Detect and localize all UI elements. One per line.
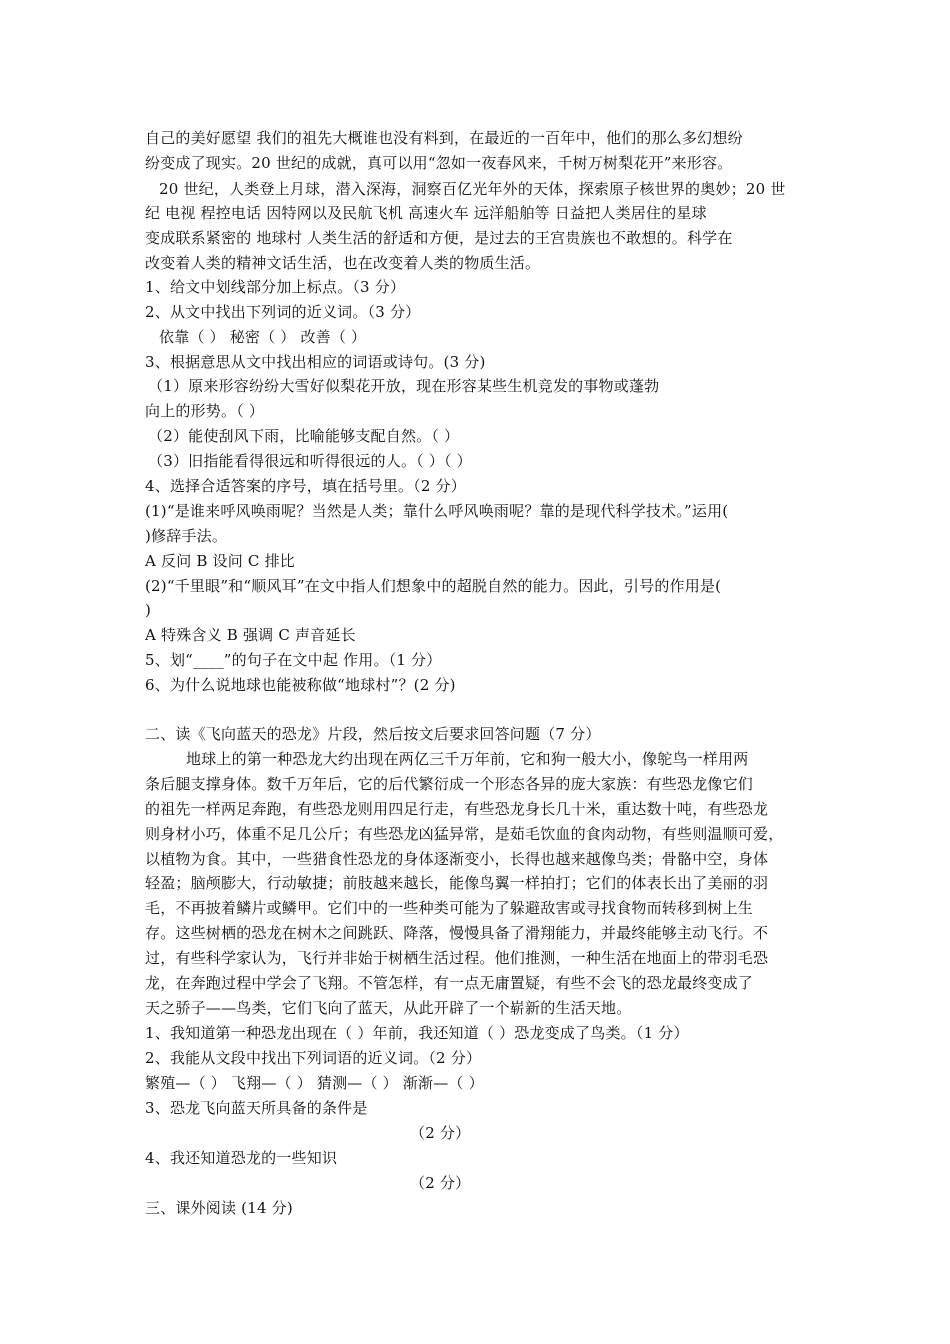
paragraph-line: 过，有些科学家认为，飞行并非始于树栖生活过程。他们推测，一种生活在地面上的带羽毛恐 <box>145 949 769 967</box>
paragraph-line: 轻盈；脑颅膨大，行动敏捷；前肢越来越长，能像鸟翼一样拍打；它们的体表长出了美丽的羽 <box>145 874 769 892</box>
s2-question-1: 1、我知道第一种恐龙出现在（ ）年前，我还知道（ ）恐龙变成了鸟类。（1 分） <box>145 1024 689 1042</box>
paragraph-line: 纪 电视 程控电话 因特网以及民航飞机 高速火车 远洋船舶等 日益把人类居住的星球 <box>145 204 707 222</box>
paragraph-line: 自己的美好愿望 我们的祖先大概谁也没有料到，在最近的一百年中，他们的那么多幻想纷 <box>145 129 743 147</box>
question-3-1b: 向上的形势。（ ） <box>145 402 265 420</box>
paragraph-line: 20 世纪，人类登上月球，潜入深海，洞察百亿光年外的天体，探索原子核世界的奥妙；20 世 <box>159 180 786 198</box>
s2-question-4: 4、我还知道恐龙的一些知识 <box>145 1149 338 1167</box>
question-4-2b: ) <box>145 601 152 619</box>
s2-question-2: 2、我能从文段中找出下列词语的近义词。（2 分） <box>145 1049 482 1067</box>
section-3-heading: 三、课外阅读 (14 分) <box>145 1199 293 1217</box>
paragraph-line: 以植物为食。其中，一些猎食性恐龙的身体逐渐变小，长得也越来越像鸟类；骨骼中空，身体 <box>145 850 769 868</box>
question-4-2a: (2)“千里眼”和“顺风耳”在文中指人们想象中的超脱自然的能力。因此，引号的作用是( <box>145 577 722 595</box>
question-4-1b: )修辞手法。 <box>145 527 228 545</box>
section-2-heading: 二、读《飞向蓝天的恐龙》片段，然后按文后要求回答问题（7 分） <box>145 725 601 743</box>
question-1: 1、给文中划线部分加上标点。（3 分） <box>145 278 406 296</box>
question-6: 6、为什么说地球也能被称做“地球村”？(2 分) <box>145 676 456 694</box>
question-2: 2、从文中找出下列词的近义词。（3 分） <box>145 303 421 321</box>
question-4: 4、选择合适答案的序号，填在括号里。（2 分） <box>145 477 466 495</box>
paragraph-line: 变成联系紧密的 地球村 人类生活的舒适和方便，是过去的王宫贵族也不敢想的。科学在 <box>145 229 733 247</box>
question-3-1a: （1）原来形容纷纷大雪好似梨花开放，现在形容某些生机竞发的事物或蓬勃 <box>148 377 660 395</box>
question-2-items: 依靠（ ） 秘密（ ） 改善（ ） <box>159 328 367 346</box>
s2-question-2-items: 繁殖—（ ） 飞翔—（ ） 猜测—（ ） 渐渐—（ ） <box>145 1074 484 1092</box>
paragraph-line: 的祖先一样两足奔跑，有些恐龙则用四足行走，有些恐龙身长几十米，重达数十吨，有些恐龙 <box>145 800 769 818</box>
paragraph-line: 则身材小巧，体重不足几公斤；有些恐龙凶猛异常，是茹毛饮血的食肉动物，有些则温顺可爱， <box>145 825 784 843</box>
question-3-3: （3）旧指能看得很远和听得很远的人。（ ）（ ） <box>148 452 472 470</box>
paragraph-line: 改变着人类的精神文话生活，也在改变着人类的物质生活。 <box>145 254 541 272</box>
question-4-2-options: A 特殊含义 B 强调 C 声音延长 <box>145 626 356 644</box>
paragraph-line: 龙，在奔跑过程中学会了飞翔。不管怎样，有一点无庸置疑，有些不会飞的恐龙最终变成了 <box>145 974 754 992</box>
paragraph-line: 纷变成了现实。20 世纪的成就，真可以用“忽如一夜春风来，千树万树梨花开”来形容。 <box>145 154 733 172</box>
question-4-1a: (1)“是谁来呼风唤雨呢？当然是人类；靠什么呼风唤雨呢？靠的是现代科学技术。”运用( <box>145 502 729 520</box>
question-5: 5、划“____”的句子在文中起 作用。（1 分） <box>145 651 442 669</box>
question-4-1-options: A 反问 B 设问 C 排比 <box>145 552 295 570</box>
paragraph-line: 毛，不再披着鳞片或鳞甲。它们中的一些种类可能为了躲避敌害或寻找食物而转移到树上生 <box>145 899 754 917</box>
paragraph-line: 天之骄子——鸟类，它们飞向了蓝天，从此开辟了一个崭新的生活天地。 <box>145 999 632 1017</box>
question-3: 3、根据意思从文中找出相应的词语或诗句。(3 分) <box>145 353 486 371</box>
s2-question-3: 3、恐龙飞向蓝天所具备的条件是 <box>145 1099 368 1117</box>
question-3-2: （2）能使刮风下雨，比喻能够支配自然。（ ） <box>148 427 460 445</box>
paragraph-line: 条后腿支撑身体。数千万年后，它的后代繁衍成一个形态各异的庞大家族：有些恐龙像它们 <box>145 775 754 793</box>
s2-question-4-points: （2 分） <box>410 1174 471 1192</box>
paragraph-line: 地球上的第一种恐龙大约出现在两亿三千万年前，它和狗一般大小，像鸵鸟一样用两 <box>186 750 749 768</box>
s2-question-3-points: （2 分） <box>410 1124 471 1142</box>
paragraph-line: 存。这些树栖的恐龙在树木之间跳跃、降落，慢慢具备了滑翔能力，并最终能够主动飞行。不 <box>145 924 769 942</box>
